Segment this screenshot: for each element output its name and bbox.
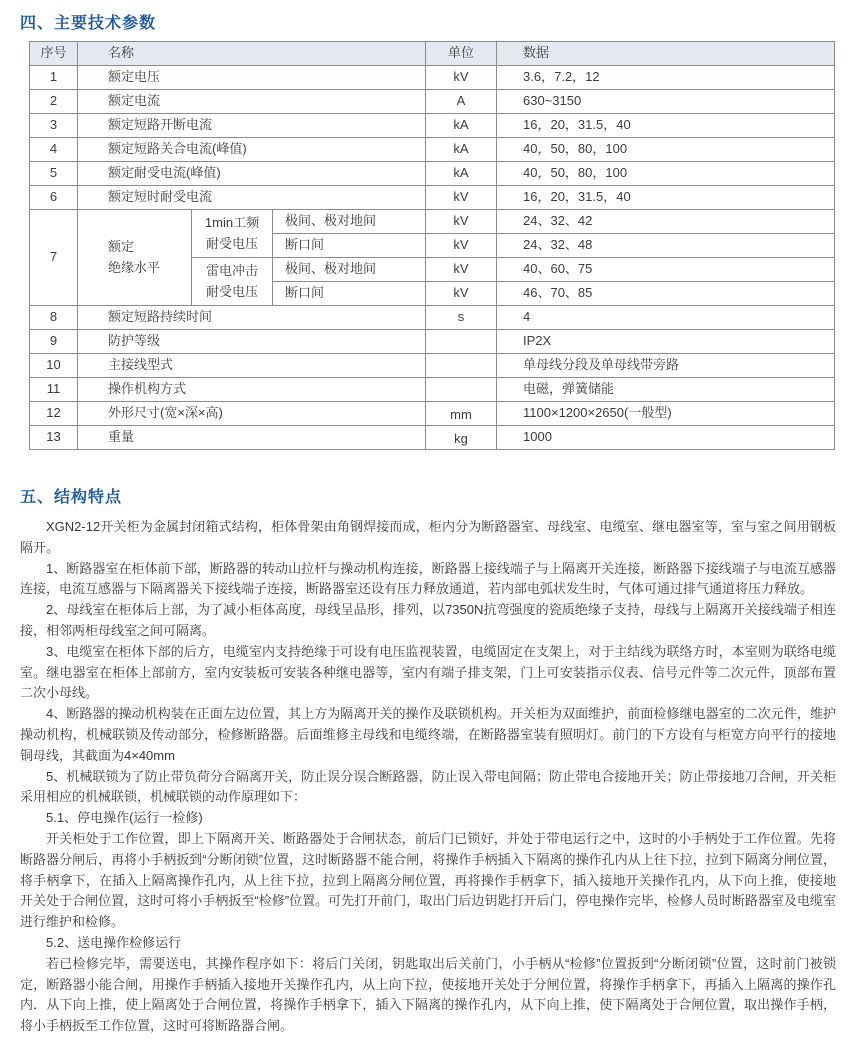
feature-paragraph: 1、断路器室在柜体前下部，断路器的转动山拉杆与操动机构连接，断路器上接线端子与上隔离开关连接，断路器下接线端子与电流互感器连接，电流互感器与下隔离器关下接线端子连接，断路器室还设有压力释放通道，若内部电弧状发生时，气体可通过排气通道将压力释放。 <box>20 560 836 597</box>
cell-data: 24、32、48 <box>497 234 835 258</box>
cell-unit: kV <box>426 210 497 234</box>
table-row <box>30 186 835 210</box>
cell-no: 4 <box>30 138 78 162</box>
cell-no: 8 <box>30 306 78 330</box>
cell-data: 1100×1200×2650(一般型) <box>497 402 835 426</box>
cell-data: 40、60、75 <box>497 258 835 282</box>
cell-no: 10 <box>30 354 78 378</box>
cell-no: 13 <box>30 426 78 450</box>
cell-no: 12 <box>30 402 78 426</box>
header-name: 名称 <box>78 42 426 66</box>
cell-name: 额定短时耐受电流 <box>78 186 426 210</box>
technical-parameters-table <box>29 41 835 450</box>
cell-unit <box>426 354 497 378</box>
cell-name: 外形尺寸(宽×深×高) <box>78 402 426 426</box>
cell-data: 24、32、42 <box>497 210 835 234</box>
table-row-insulation-1 <box>30 210 835 234</box>
cell-unit: A <box>426 90 497 114</box>
group1-label-line1: 1min工频 <box>204 215 260 231</box>
cell-unit: kV <box>426 66 497 90</box>
feature-paragraph: 2、母线室在柜体后上部，为了减小柜体高度，母线呈品形，排列，以7350N抗弯强度的瓷质绝缘子支持，母线与上隔离开关接线端子相连接，相邻两柜母线室之间可隔离。 <box>20 602 836 638</box>
cell-unit: kV <box>426 282 497 306</box>
table-row <box>30 66 835 90</box>
cell-name: 额定短路关合电流(峰值) <box>78 138 426 162</box>
cell-insulation-name <box>78 210 192 306</box>
table-row <box>30 402 835 426</box>
cell-unit: kA <box>426 114 497 138</box>
cell-scope: 极间、极对地间 <box>273 258 426 282</box>
cell-unit: kA <box>426 162 497 186</box>
cell-data: 16，20，31.5，40 <box>497 186 835 210</box>
feature-subheading: 5.2、送电操作检修运行 <box>46 934 182 950</box>
cell-no: 3 <box>30 114 78 138</box>
table-row <box>30 114 835 138</box>
cell-unit: mm <box>426 402 497 426</box>
cell-name: 额定电流 <box>78 90 426 114</box>
cell-data: 40，50，80，100 <box>497 138 835 162</box>
cell-group1-label <box>192 210 273 258</box>
table-header-row <box>30 42 835 66</box>
section5-title: 五、结构特点 <box>20 489 123 506</box>
group2-label-line1: 雷电冲击 <box>205 263 258 279</box>
cell-scope: 断口间 <box>273 282 426 306</box>
cell-name: 额定短路持续时间 <box>78 306 426 330</box>
cell-no: 9 <box>30 330 78 354</box>
cell-no: 11 <box>30 378 78 402</box>
insulation-name-line2: 绝缘水平 <box>108 259 161 275</box>
group2-label-line2: 耐受电压 <box>205 283 258 299</box>
table-row <box>30 90 835 114</box>
header-data: 数据 <box>497 42 835 66</box>
cell-data: 16，20，31.5，40 <box>497 114 835 138</box>
table-row <box>30 378 835 402</box>
feature-paragraph: 若已检修完毕，需要送电，其操作程序如下：将后门关闭，钥匙取出后关前门，小手柄从“检修”位置扳到“分断闭锁”位置，这时前门被锁定，断路器小能合闸，用操作手柄插入接地开关操作孔内，从上向下拉，使接地开关处于分闸位置，将操作手柄拿下，再插入上隔离的操作孔内．从下向上推，使上隔离处于合闸位置，将操作手柄拿下，插入下隔离的操作孔内，从下向上推，使下隔离处于合闸位置，取出操作手柄，将小手柄扳至工作位置，这时可将断路器合闸。 <box>20 955 836 1034</box>
table-row <box>30 354 835 378</box>
cell-no: 2 <box>30 90 78 114</box>
header-no: 序号 <box>30 42 78 66</box>
cell-no: 1 <box>30 66 78 90</box>
cell-no: 7 <box>30 210 78 306</box>
feature-paragraph: 3、电缆室在柜体下部的后方，电缆室内支持绝缘于可设有电压监视装置，电缆固定在支架上，对于主结线为联络方时，本室则为联络电缆室。继电器室在柜体上部前方，室内安装板可安装各种继电器等，室内有端子排支架，门上可安装指示仪表、信号元件等二次元件，顶部布置二次小母线。 <box>20 643 836 701</box>
feature-paragraph: 开关柜处于工作位置，即上下隔离开关、断路器处于合闸状态，前后门已锁好，并处于带电运行之中，这时的小手柄处于工作位置。先将断路器分闸后，再将小手柄扳到“分断闭锁”位置，这时断路器不能合闸，将操作手柄插入下隔离的操作孔内从上往下拉，拉到下隔离分闸位置，将手柄拿下，在插入上隔离操作孔内，从上往下拉，拉到上隔离分闸位置，再将操作手柄拿下，插入接地开关操作孔内，从下向上推，使接地开关处于合闸位置，这时可将小手柄扳至“检修”位置。可先打开前门，取出门后边钥匙打开后门，停电操作完毕，检修人员时断路器室及电缆室进行维护和检修。 <box>20 830 836 930</box>
header-unit: 单位 <box>426 42 497 66</box>
cell-name: 额定耐受电流(峰值) <box>78 162 426 186</box>
cell-unit: s <box>426 306 497 330</box>
cell-scope: 断口间 <box>273 234 426 258</box>
table-row <box>30 330 835 354</box>
cell-scope: 极间、极对地间 <box>273 210 426 234</box>
cell-data: 4 <box>497 306 835 330</box>
cell-data: 40，50，80，100 <box>497 162 835 186</box>
cell-data: 1000 <box>497 426 835 450</box>
section4-title: 四、主要技术参数 <box>20 15 157 32</box>
cell-unit: kV <box>426 186 497 210</box>
cell-data: 单母线分段及单母线带旁路 <box>497 354 835 378</box>
cell-no: 6 <box>30 186 78 210</box>
cell-name: 主接线型式 <box>78 354 426 378</box>
cell-data: IP2X <box>497 330 835 354</box>
feature-paragraph: XGN2-12开关柜为金属封闭箱式结构，柜体骨架由角钢焊接而成，柜内分为断路器室、母线室、电缆室、继电器室等，室与室之间用钢板隔开。 <box>20 519 836 555</box>
table-row <box>30 138 835 162</box>
group1-label-line2: 耐受电压 <box>205 235 258 251</box>
insulation-name-line1: 额定 <box>108 239 135 255</box>
cell-data: 3.6，7.2，12 <box>497 66 835 90</box>
cell-data: 630~3150 <box>497 90 835 114</box>
cell-unit <box>426 330 497 354</box>
cell-name: 防护等级 <box>78 330 426 354</box>
structure-features-text <box>20 517 836 1037</box>
cell-name: 操作机构方式 <box>78 378 426 402</box>
cell-no: 5 <box>30 162 78 186</box>
feature-paragraph: 5、机械联锁为了防止带负荷分合隔离开关，防止误分误合断路器，防止误入带电间隔；防止带电合接地开关；防止带接地刀合闸，开关柜采用相应的机械联锁，机械联锁的动作原理如下： <box>20 768 836 805</box>
cell-data: 电磁，弹簧储能 <box>497 378 835 402</box>
cell-group2-label <box>192 258 273 306</box>
cell-unit: kA <box>426 138 497 162</box>
cell-unit <box>426 378 497 402</box>
table-row <box>30 306 835 330</box>
feature-paragraph: 4、断路器的操动机构装在正面左边位置，其上方为隔离开关的操作及联锁机构。开关柜为双面维护，前面检修继电器室的二次元件，维护操动机构，机械联锁及传动部分，检修断路器。后面维修主母线和电缆终端，在断路器室装有照明灯。前门的下方设有与柜宽方向平行的接地铜母线，其截面为4×40mm <box>20 706 836 763</box>
cell-name: 额定电压 <box>78 66 426 90</box>
cell-unit: kV <box>426 234 497 258</box>
cell-data: 46、70、85 <box>497 282 835 306</box>
cell-name: 重量 <box>78 426 426 450</box>
cell-unit: kV <box>426 258 497 282</box>
feature-subheading: 5.1、停电操作(运行一检修) <box>46 810 203 826</box>
cell-unit: kg <box>426 426 497 450</box>
table-row <box>30 426 835 450</box>
table-row <box>30 162 835 186</box>
cell-name: 额定短路开断电流 <box>78 114 426 138</box>
